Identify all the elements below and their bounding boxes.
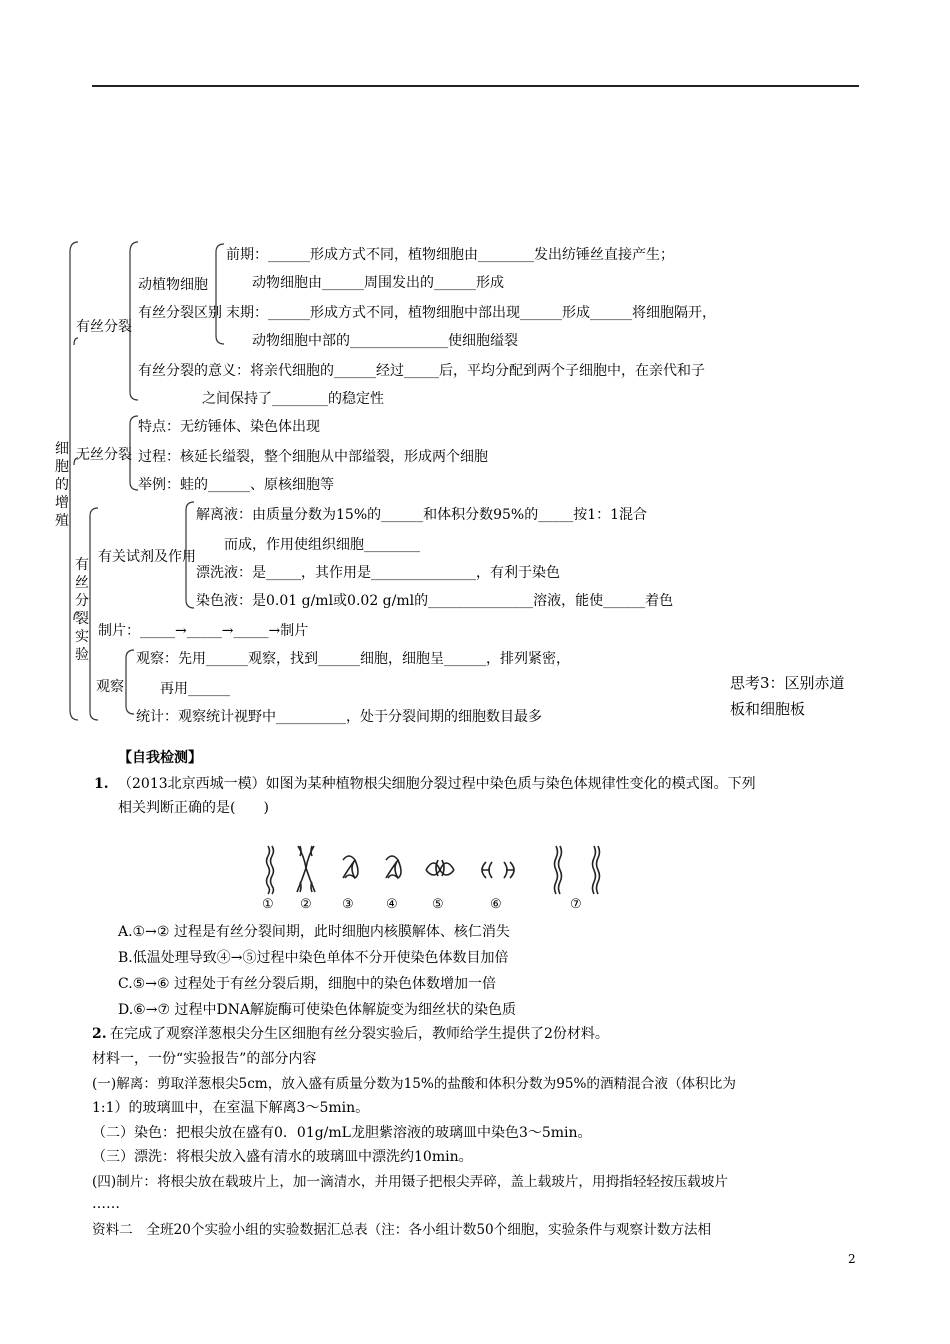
experiment-label: 有丝分裂实验 — [75, 557, 89, 663]
meaning-line-2: 之间保持了________的稳定性 — [202, 391, 384, 407]
prophase-line-2: 动物细胞由______周围发出的______形成 — [252, 275, 504, 291]
figure-label-2: ② — [300, 897, 312, 912]
plant-animal-label: 动植物细胞 — [138, 277, 208, 293]
amitosis-label: 无丝分裂 — [76, 447, 132, 463]
think-note: 思考3：区别赤道 — [730, 674, 845, 692]
figure-label-7: ⑦ — [570, 897, 582, 912]
option-a: A.①→② 过程是有丝分裂间期，此时细胞内核膜解体、核仁消失 — [118, 924, 510, 940]
amitosis-feature: 特点：无纺锤体、染色体出现 — [138, 419, 320, 435]
step-2: （二）染色：把根尖放在盛有0．01g/mL龙胆紫溶液的玻璃皿中染色3～5min。 — [92, 1125, 592, 1141]
reagents-label: 有关试剂及作用 — [98, 549, 196, 565]
prophase-line-1: 前期：______形成方式不同，植物细胞由________发出纺锤丝直接产生； — [226, 247, 674, 263]
dissociation-line-2: 而成，作用使组织细胞________ — [224, 537, 420, 553]
root-label: 细胞的增殖 — [55, 441, 69, 529]
q2-text: 在完成了观察洋葱根尖分生区细胞有丝分裂实验后，教师给学生提供了2份材料。 — [110, 1026, 609, 1042]
observe-label: 观察 — [96, 679, 124, 695]
mitosis-label: 有丝分裂 — [76, 319, 132, 335]
option-b: B.低温处理导致④→⑤过程中染色单体不分开使染色体数目加倍 — [118, 950, 509, 966]
step-4: (四)制片：将根尖放在载玻片上，加一滴清水，并用镊子把根尖弄碎，盖上载玻片，用拇指轻轻按压载坡片 — [92, 1174, 728, 1190]
material-2: 资料二 全班20个实验小组的实验数据汇总表（注：各小组计数50个细胞，实验条件与观察计数方法相 — [92, 1222, 712, 1238]
figure-label-4: ④ — [386, 897, 398, 912]
option-d: D.⑥→⑦ 过程中DNA解旋酶可使染色体解旋变为细丝状的染色质 — [118, 1002, 517, 1018]
amitosis-example: 举例：蛙的______、原核细胞等 — [138, 477, 334, 493]
mitosis-diff-label: 有丝分裂区别 — [138, 305, 222, 321]
chromatin-1 — [267, 846, 270, 894]
q1-text-1: （2013北京西城一模）如图为某种植物根尖细胞分裂过程中染色质与染色体规律性变化的模式图。下列 — [118, 776, 756, 792]
option-c: C.⑤→⑥ 过程处于有丝分裂后期，细胞中的染色体数增加一倍 — [118, 976, 496, 992]
step-3: （三）漂洗：将根尖放入盛有清水的玻璃皿中漂洗约10min。 — [92, 1149, 473, 1165]
rinse-line: 漂洗液：是_____，其作用是_______________，有利于染色 — [196, 565, 560, 581]
meaning-line-1: 有丝分裂的意义：将亲代细胞的______经过_____后，平均分配到两个子细胞中，在亲代和子 — [138, 363, 705, 379]
material-1: 材料一，一份“实验报告”的部分内容 — [92, 1051, 317, 1067]
telophase-line-2: 动物细胞中部的______________使细胞缢裂 — [252, 333, 518, 349]
dissociation-line-1: 解离液：由质量分数为15%的______和体积分数95%的_____按1：1混合 — [196, 507, 648, 523]
statistics-line: 统计：观察统计视野中__________，处于分裂间期的细胞数目最多 — [136, 709, 542, 725]
step-1b: 1:1）的玻璃皿中，在室温下解离3～5min。 — [92, 1100, 370, 1116]
stain-line: 染色液：是0.01 g/ml或0.02 g/ml的_______________溶液，能使______着色 — [196, 593, 674, 609]
telophase-line-1: 末期：______形成方式不同，植物细胞中部出现______形成______将细胞隔开， — [226, 305, 716, 321]
self-check-heading: 【自我检测】 — [118, 750, 202, 766]
slide-line: 制片：_____→_____→_____→制片 — [98, 623, 309, 639]
figure-label-1: ① — [262, 897, 274, 912]
q1-text-2: 相关判断正确的是( ) — [118, 800, 269, 816]
figure-label-6: ⑥ — [490, 897, 502, 912]
figure-label-5: ⑤ — [432, 897, 444, 912]
observe-line-2: 再用______ — [160, 681, 230, 697]
ellipsis: …… — [92, 1196, 120, 1212]
figure-label-3: ③ — [342, 897, 354, 912]
chromatin-7b — [593, 846, 596, 894]
q2-number: 2. — [92, 1026, 107, 1042]
think-note-2: 板和细胞板 — [730, 700, 806, 718]
amitosis-process: 过程：核延长缢裂，整个细胞从中部缢裂，形成两个细胞 — [138, 449, 488, 465]
q1-number: 1. — [94, 776, 109, 792]
step-1a: (一)解离：剪取洋葱根尖5cm，放入盛有质量分数为15%的盐酸和体积分数为95%的酒精混合液（体积比为 — [92, 1076, 736, 1092]
chromatin-7a — [555, 846, 558, 894]
page-number: 2 — [848, 1252, 856, 1266]
observe-line-1: 观察：先用______观察，找到______细胞，细胞呈______，排列紧密， — [136, 651, 570, 667]
